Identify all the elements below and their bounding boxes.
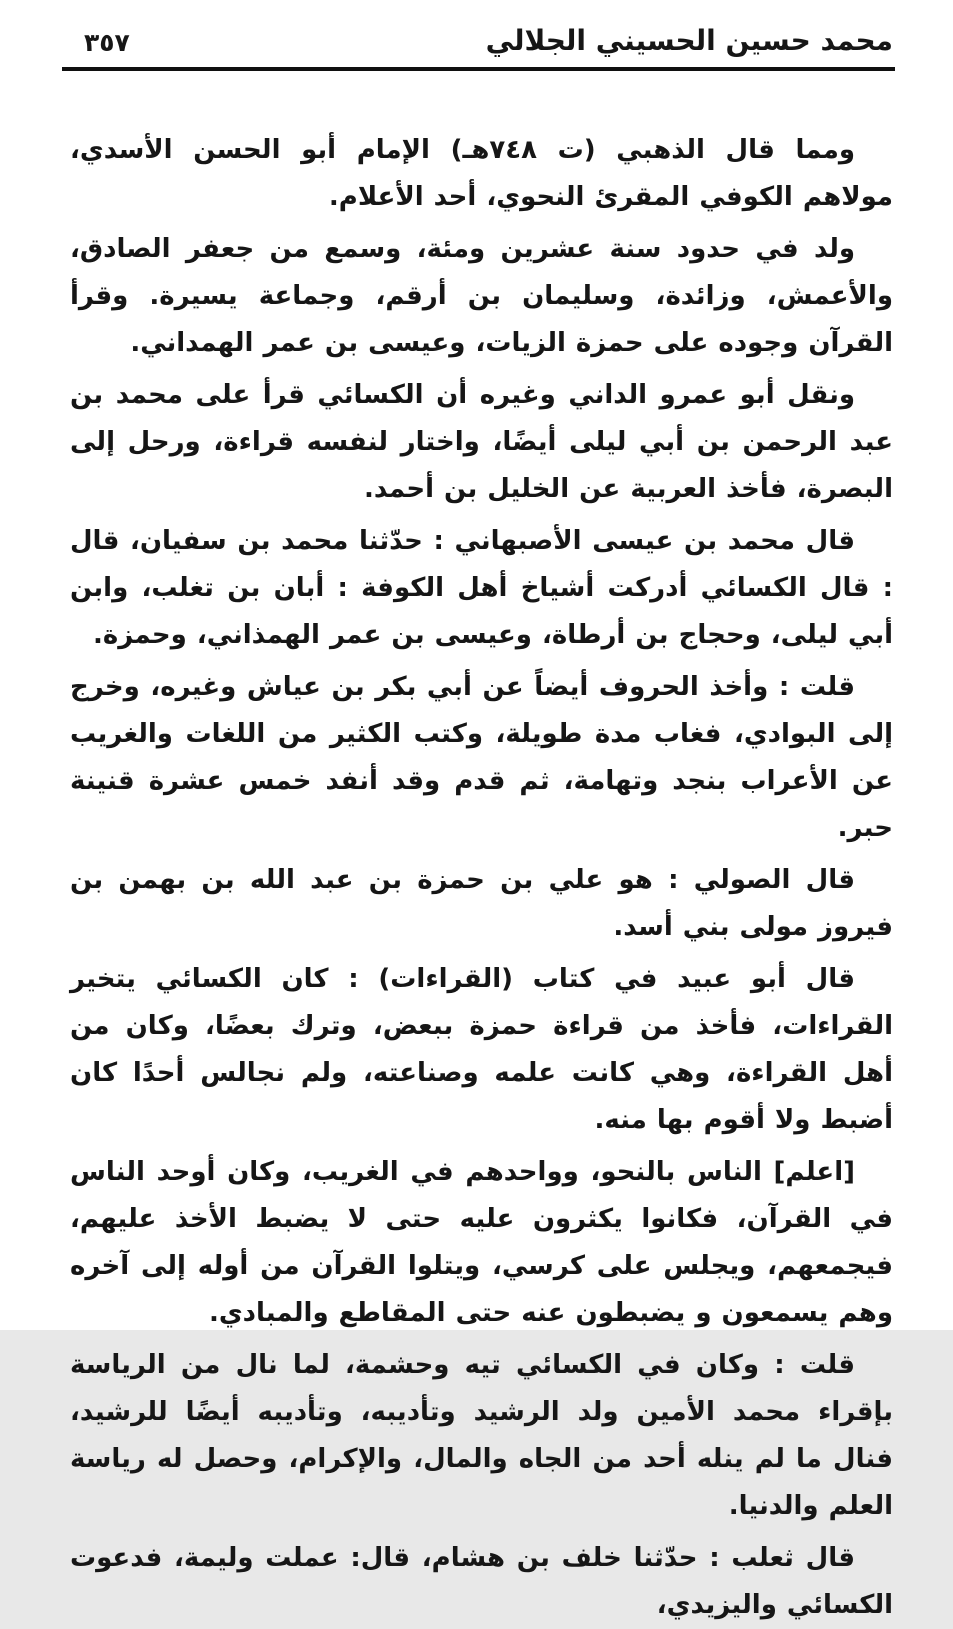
body-paragraph-10: قال ثعلب : حدّثنا خلف بن هشام، قال: عملت وليمة، فدعوت الكسائي واليزيدي، — [70, 1543, 893, 1620]
body-paragraph-6: قال الصولي : هو علي بن حمزة بن عبد الله بن بهمن بن فيروز مولى بني أسد. — [70, 865, 893, 942]
running-head-title: محمد حسين الحسيني الجلالي — [485, 24, 893, 57]
page-number: ٣٥٧ — [84, 28, 130, 57]
body-paragraph-9: قلت : وكان في الكسائي تيه وحشمة، لما نال من الرياسة بإقراء محمد الأمين ولد الرشيد وتأديبه، وتأديبه أيضًا للرشيد، فنال ما لم ينله أحد من الجاه والمال، والإكرام، وحصل له رياسة العلم والدنيا. — [70, 1350, 893, 1521]
body-paragraph-1: ومما قال الذهبي (ت ٧٤٨هـ) الإمام أبو الحسن الأسدي، مولاهم الكوفي المقرئ النحوي، أحد الأعلام. — [70, 135, 893, 212]
page-body — [70, 127, 893, 1629]
body-paragraph-2: ولد في حدود سنة عشرين ومئة، وسمع من جعفر الصادق، والأعمش، وزائدة، وسليمان بن أرقم، وجماعة يسيرة. وقرأ القرآن وجوده على حمزة الزيات، وعيسى بن عمر الهمداني. — [70, 234, 893, 358]
body-paragraph-5: قلت : وأخذ الحروف أيضاً عن أبي بكر بن عياش وغيره، وخرج إلى البوادي، فغاب مدة طويلة، وكتب الكثير من اللغات والغريب عن الأعراب بنجد وتهامة، ثم قدم وقد أنفد خمس عشرة قنينة حبر. — [70, 672, 893, 843]
body-paragraph-7: قال أبو عبيد في كتاب (القراءات) : كان الكسائي يتخير القراءات، فأخذ من قراءة حمزة ببعض، وترك بعضًا، وكان من أهل القراءة، وهي كانت علمه وصناعته، ولم نجالس أحدًا كان أضبط ولا أقوم بها منه. — [70, 964, 893, 1135]
body-paragraph-8: [اعلم] الناس بالنحو، وواحدهم في الغريب، وكان أوحد الناس في القرآن، فكانوا يكثرون عليه حتى لا يضبط الأخذ عليهم، فيجمعهم، ويجلس على كرسي، ويتلوا القرآن من أوله إلى آخره وهم يسمعون و يضبطون عنه حتى المقاطع والمبادي. — [70, 1157, 893, 1328]
page-header — [0, 0, 953, 57]
body-paragraph-3: ونقل أبو عمرو الداني وغيره أن الكسائي قرأ على محمد بن عبد الرحمن بن أبي ليلى أيضًا، واختار لنفسه قراءة، ورحل إلى البصرة، فأخذ العربية عن الخليل بن أحمد. — [70, 380, 893, 504]
header-rule — [62, 67, 895, 71]
body-paragraph-4: قال محمد بن عيسى الأصبهاني : حدّثنا محمد بن سفيان، قال : قال الكسائي أدركت أشياخ أهل الكوفة : أبان بن تغلب، وابن أبي ليلى، وحجاج بن أرطاة، وعيسى بن عمر الهمذاني، وحمزة. — [70, 526, 893, 650]
